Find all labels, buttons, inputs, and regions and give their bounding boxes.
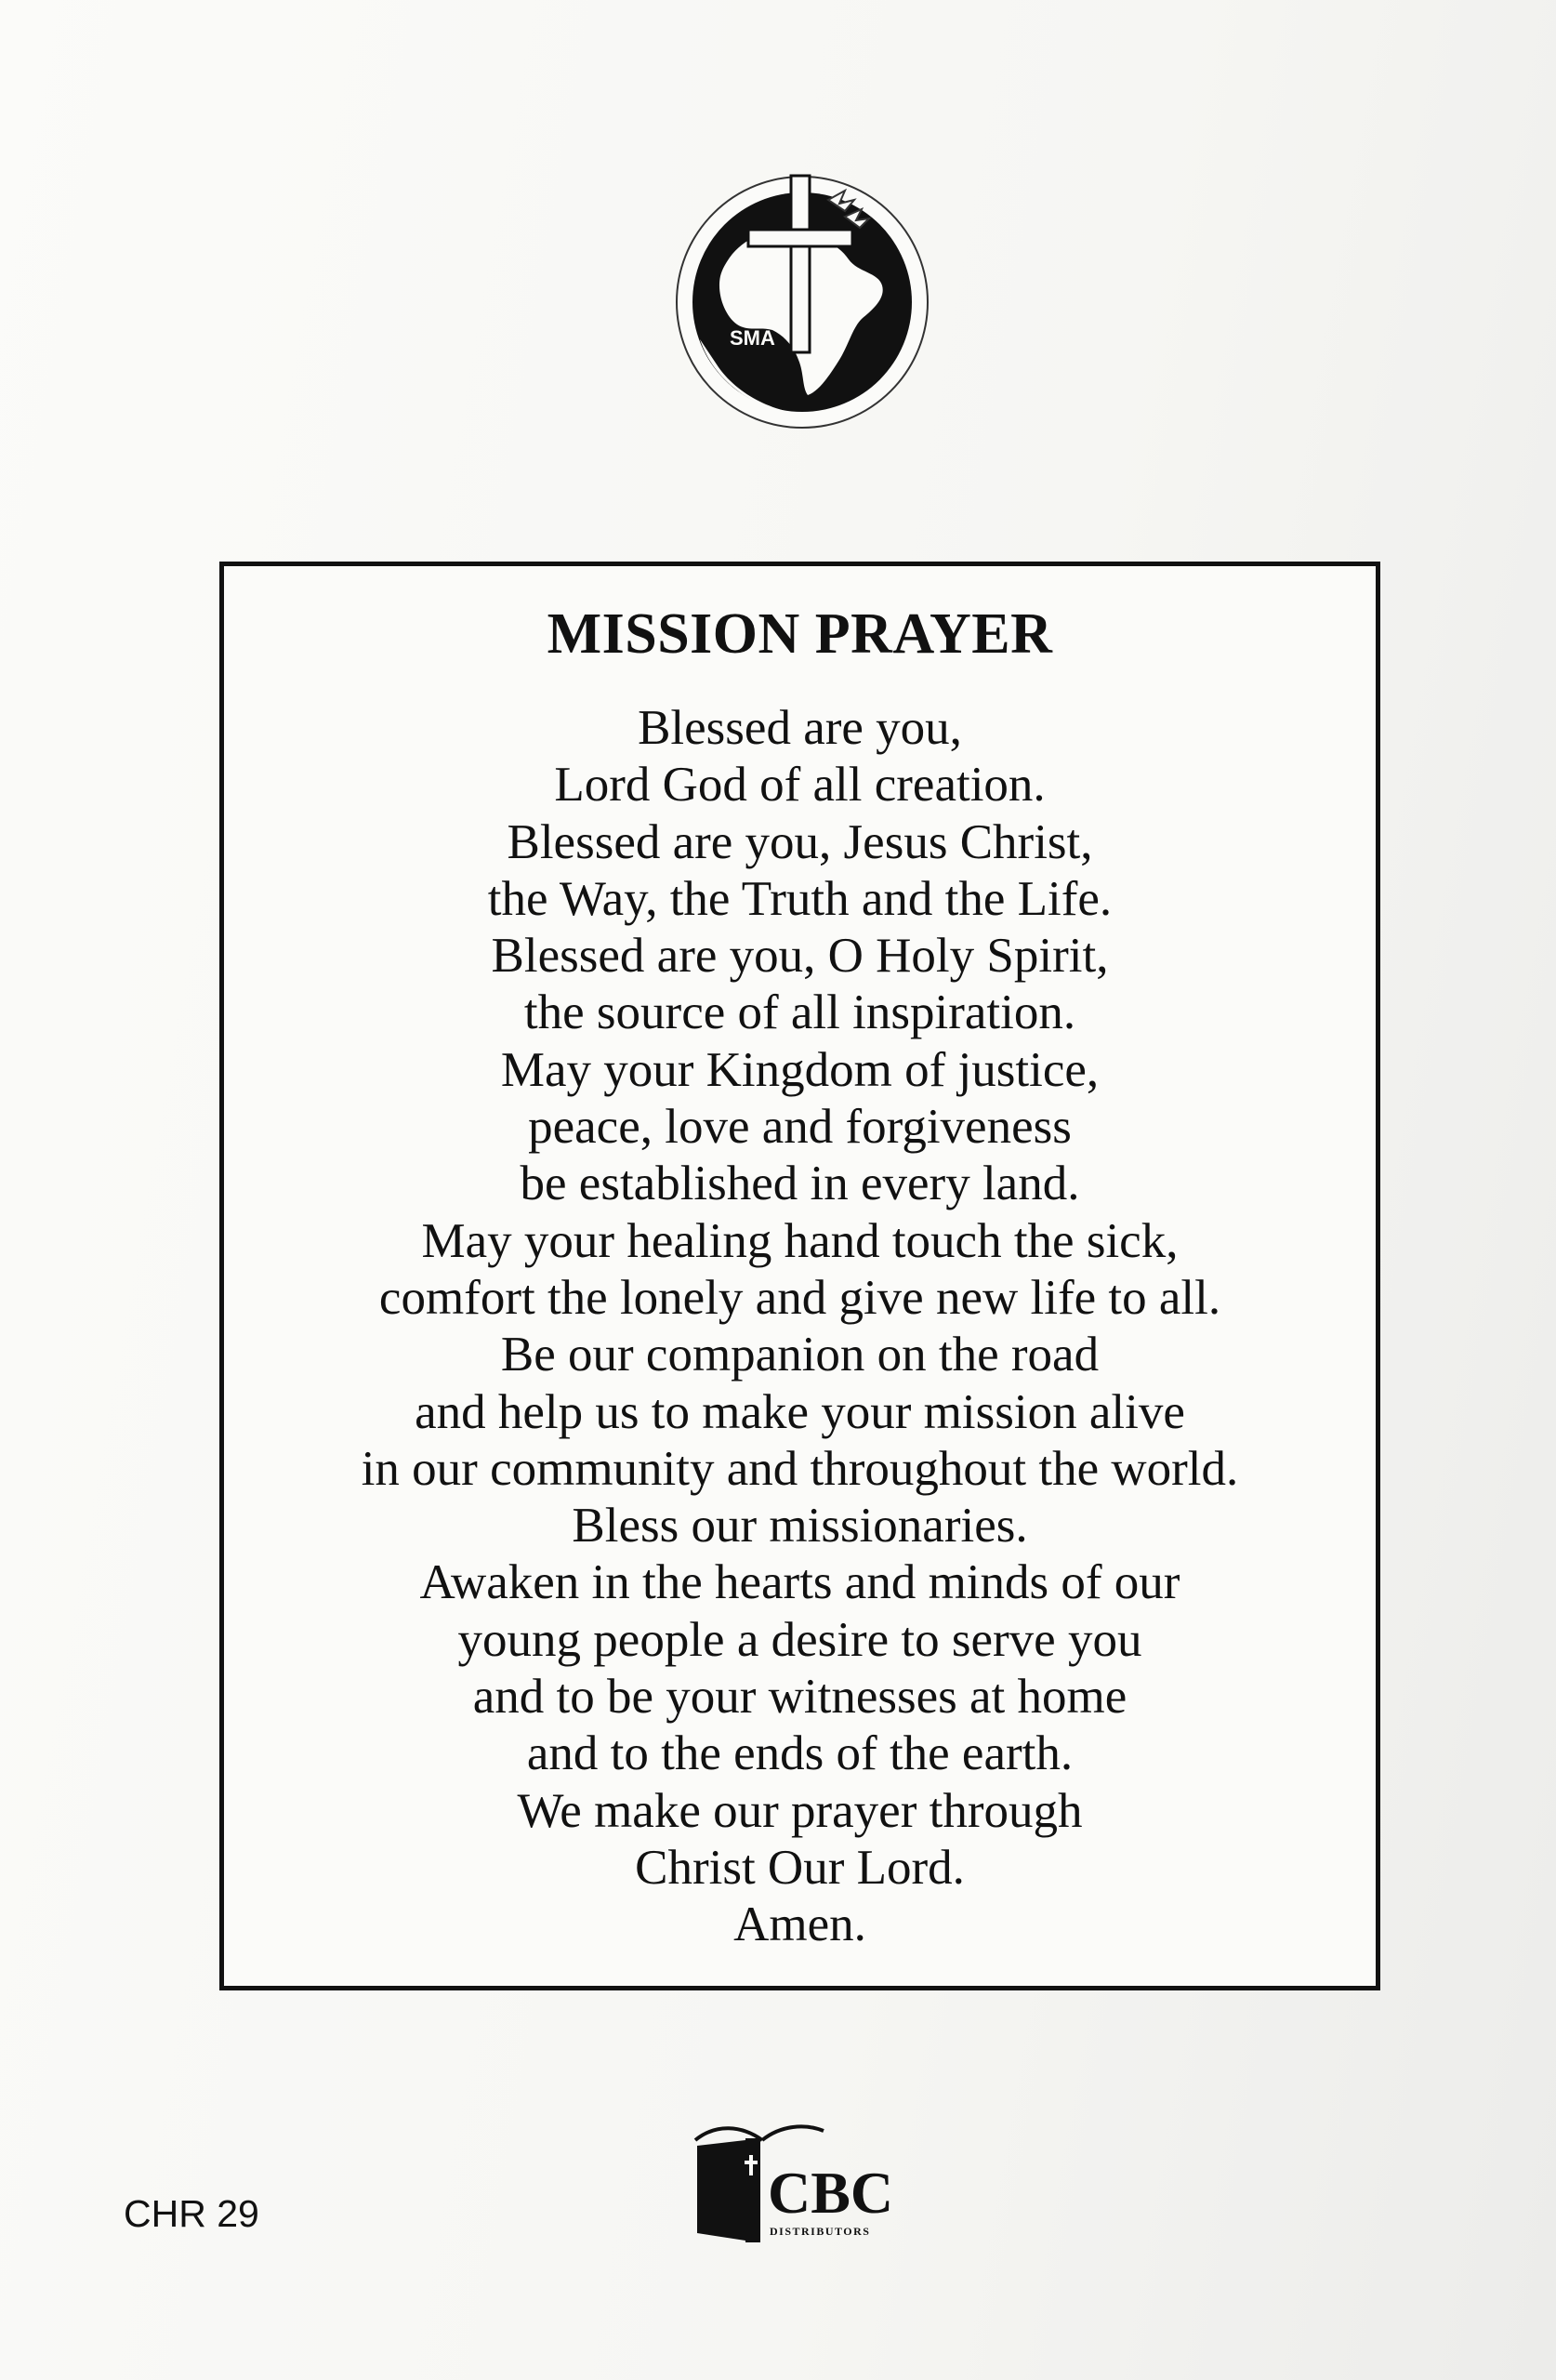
prayer-line: be established in every land.	[520, 1157, 1080, 1211]
sma-emblem-logo	[663, 163, 942, 442]
prayer-line: We make our prayer through	[517, 1783, 1083, 1838]
publisher-name: CBC	[768, 2160, 894, 2226]
emblem-label: SMA	[730, 326, 775, 350]
prayer-line: May your Kingdom of justice,	[500, 1042, 1100, 1097]
prayer-line: May your healing hand touch the sick,	[421, 1213, 1179, 1268]
publisher-subtitle: DISTRIBUTORS	[770, 2225, 871, 2238]
prayer-line: the source of all inspiration.	[523, 985, 1076, 1040]
prayer-line: Amen.	[733, 1897, 866, 1952]
prayer-line: comfort the lonely and give new life to all.	[378, 1270, 1221, 1325]
prayer-line: Awaken in the hearts and minds of our	[419, 1555, 1180, 1610]
prayer-box	[219, 562, 1380, 1990]
prayer-line: young people a desire to serve you	[457, 1612, 1142, 1667]
cbc-distributors-logo	[688, 2103, 911, 2242]
prayer-line: and to be your witnesses at home	[472, 1670, 1127, 1725]
prayer-line: and help us to make your mission alive	[415, 1384, 1185, 1439]
prayer-line: Bless our missionaries.	[572, 1499, 1028, 1554]
prayer-line: and to the ends of the earth.	[526, 1726, 1074, 1781]
prayer-line: Blessed are you, Jesus Christ,	[507, 814, 1093, 869]
prayer-line: Lord God of all creation.	[554, 758, 1046, 813]
prayer-line: peace, love and forgiveness	[528, 1100, 1072, 1155]
catalog-code: CHR 29	[124, 2192, 259, 2235]
prayer-lines	[224, 700, 1376, 1954]
prayer-line: the Way, the Truth and the Life.	[487, 871, 1113, 926]
prayer-line: Blessed are you, O Holy Spirit,	[491, 929, 1109, 984]
prayer-line: in our community and throughout the world.	[361, 1441, 1239, 1496]
prayer-title: MISSION PRAYER	[547, 602, 1053, 666]
prayer-line: Blessed are you,	[638, 701, 962, 755]
prayer-line: Christ Our Lord.	[635, 1840, 965, 1895]
prayer-line: Be our companion on the road	[500, 1328, 1100, 1382]
